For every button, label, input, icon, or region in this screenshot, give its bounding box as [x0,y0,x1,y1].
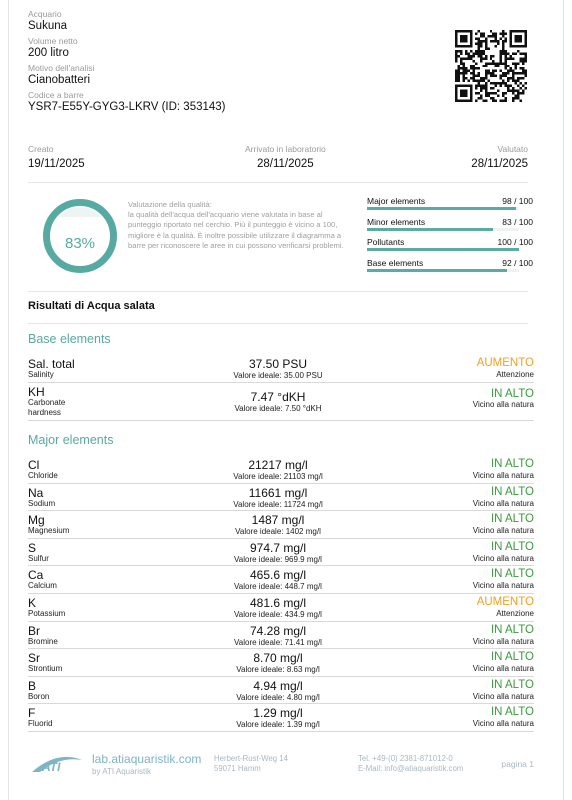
ideal-value: Valore ideale: 1.39 mg/l [236,720,320,730]
element-name: Salinity [28,370,54,379]
quality-bar [367,256,533,277]
status-note: Vicino alla natura [472,581,534,591]
email-link[interactable]: E-Mail: info@atiaquaristik.com [358,764,464,773]
status-note: Attenzione [496,370,534,379]
status-badge: IN ALTO [490,568,534,581]
element-name: Sodium [28,498,56,508]
status-badge: IN ALTO [490,651,534,664]
reason-value: Cianobatteri [28,74,91,86]
measured-value: 74.28 mg/l [249,623,307,638]
table-row [28,484,534,512]
element-symbol: Cl [28,458,40,472]
table-row [28,539,534,567]
ideal-value: Valore ideale: 448.7 mg/l [234,582,322,592]
dates-row [28,144,528,174]
quality-bar-value: 92 / 100 [502,257,533,268]
arrived-column [245,144,326,171]
ideal-value: Valore ideale: 11724 mg/l [233,499,323,509]
table-row [28,383,534,421]
created-column [28,144,85,171]
contact [358,754,463,774]
element-name: Fluorid [28,719,53,729]
measured-value: 8.70 mg/l [253,651,303,666]
ideal-value: Valore ideale: 8.63 mg/l [236,665,320,675]
reason-label: Motivo dell'analisi [28,63,95,73]
measured-value: 481.6 mg/l [249,595,307,610]
quality-score-gauge [42,198,118,274]
arrived-value: 28/11/2025 [257,158,314,170]
quality-bar-value: 98 / 100 [502,196,533,206]
aquarium-value: Sukuna [28,20,68,32]
table-row [28,677,534,705]
element-symbol: Ca [28,568,44,583]
element-name: Chloride [28,471,58,480]
address-line: Herbert-Rust-Weg 14 [214,754,288,763]
status-note: Vicino alla natura [472,526,534,536]
table-row [28,355,534,383]
quality-bar-fill [367,269,507,272]
status-badge: IN ALTO [490,513,534,526]
base-elements-table [28,355,534,421]
status-note: Vicino alla natura [472,719,534,729]
lab-link[interactable]: lab.atiaquaristik.com [92,752,202,766]
barcode-label: Codice a barre [28,90,84,100]
quality-description-text: Valutazione della qualità: la qualità dell'acqua dell'acquario viene valutata in base al punteggio riportato nel cerchio. Più il punteggio è vicino a 100, migliore è la qualità. È inoltre possibile utilizzare il diagramma a barre per riconoscere le aree in cui possono verificarsi problemi. [128,200,344,250]
quality-bars [367,194,533,276]
status-badge: IN ALTO [490,623,534,636]
status-note: Attenzione [496,608,534,618]
quality-bar-label: Major elements [367,196,426,206]
table-row [28,511,534,539]
status-note: Vicino alla natura [472,553,534,563]
element-symbol: S [28,540,37,555]
element-name: Potassium [28,608,66,618]
element-symbol: Na [28,485,44,500]
element-symbol: K [28,595,37,610]
arrived-label: Arrivato in laboratorio [245,144,326,154]
ideal-value: Valore ideale: 969.9 mg/l [234,554,322,564]
element-name: Sulfur [28,553,49,563]
status-note: Vicino alla natura [472,691,534,701]
quality-bar-fill [367,207,516,210]
element-symbol: Mg [28,513,45,528]
quality-bar-track [367,207,519,210]
barcode-value: YSR7-E55Y-GYG3-LKRV (ID: 353143) [28,101,226,113]
phone-text: Tel. +49-(0) 2381-871012-0 [358,754,453,763]
table-row [28,594,534,622]
element-symbol: B [28,678,37,693]
ati-logo-text: ATI [42,760,61,774]
measured-value: 21217 mg/l [248,458,308,472]
ideal-value: Valore ideale: 1402 mg/l [235,527,321,537]
element-name: Magnesium [28,526,70,536]
element-symbol: KH [28,384,45,399]
element-symbol: Br [28,623,40,638]
status-badge: AUMENTO [476,595,534,608]
measured-value: 7.47 °dKH [250,389,306,404]
aquarium-label: Acquario [28,9,62,19]
status-badge: IN ALTO [490,540,534,553]
volume-label: Volume netto [28,36,78,46]
quality-bar-label: Pollutants [367,237,405,247]
table-row [28,649,534,677]
table-row [28,704,534,732]
status-badge: IN ALTO [490,678,534,691]
table-row [28,566,534,594]
status-note: Vicino alla natura [472,664,534,674]
divider [28,323,528,324]
created-label: Creato [28,144,54,154]
element-symbol: Sr [28,651,40,666]
element-symbol: Sal. total [28,357,75,371]
status-badge: IN ALTO [490,485,534,498]
element-name: Carbonate hardness [28,397,66,417]
by-text: by ATI Aquaristik [92,767,151,776]
status-note: Vicino alla natura [472,399,534,409]
created-value: 19/11/2025 [28,158,85,170]
page-number: pagina 1 [501,759,534,769]
measured-value: 37.50 PSU [248,357,308,371]
evaluated-column [471,144,528,171]
quality-bar-fill [367,228,493,231]
evaluated-value: 28/11/2025 [471,158,528,170]
status-note: Vicino alla natura [472,636,534,646]
quality-bar-value: 83 / 100 [502,216,533,227]
base-elements-title: Base elements [28,332,111,346]
element-name: Bromine [28,636,58,646]
quality-bar-label: Minor elements [367,216,426,227]
status-badge: IN ALTO [490,387,534,400]
quality-description [128,200,356,251]
results-title: Risultati di Acqua salata [28,300,155,312]
quality-bar-label: Base elements [367,257,424,268]
address [214,754,288,774]
quality-bar-track [367,228,519,231]
volume-value: 200 litro [28,47,69,59]
table-row [28,456,534,484]
status-note: Vicino alla natura [472,498,534,508]
quality-bar [367,194,533,215]
quality-bar-fill [367,248,519,251]
address-line: 59071 Hamm [214,764,261,773]
quality-bar-track [367,269,519,272]
divider [28,182,528,183]
quality-bar-value: 100 / 100 [497,237,533,247]
score-text: 83% [64,235,96,252]
element-name: Calcium [28,581,57,591]
element-name: Boron [28,691,50,701]
measured-value: 1.29 mg/l [253,706,303,721]
quality-bar [367,235,533,256]
table-row [28,622,534,650]
measured-value: 974.7 mg/l [249,540,307,555]
measured-value: 1487 mg/l [251,513,305,528]
report-header [28,6,348,114]
measured-value: 465.6 mg/l [249,568,307,583]
element-symbol: F [28,706,36,721]
ideal-value: Valore ideale: 7.50 °dKH [234,403,322,413]
ati-logo-icon [30,752,84,776]
element-name: Strontium [28,664,63,674]
qr-code-icon [455,30,527,102]
ideal-value: Valore ideale: 434.9 mg/l [234,609,322,619]
footer [28,750,534,780]
measured-value: 4.94 mg/l [253,678,303,693]
quality-bar-track [367,248,519,251]
divider [28,291,528,292]
evaluated-label: Valutato [497,144,528,154]
ideal-value: Valore ideale: 35.00 PSU [233,371,323,380]
status-note: Vicino alla natura [472,471,534,480]
major-elements-table [28,456,534,732]
ideal-value: Valore ideale: 21103 mg/l [233,472,323,481]
major-elements-title: Major elements [28,433,114,447]
status-badge: IN ALTO [490,458,534,470]
quality-bar [367,215,533,236]
status-badge: IN ALTO [490,706,534,719]
ideal-value: Valore ideale: 71.41 mg/l [234,637,322,647]
status-badge: AUMENTO [476,357,534,369]
measured-value: 11661 mg/l [248,485,308,500]
ideal-value: Valore ideale: 4.80 mg/l [236,692,320,702]
